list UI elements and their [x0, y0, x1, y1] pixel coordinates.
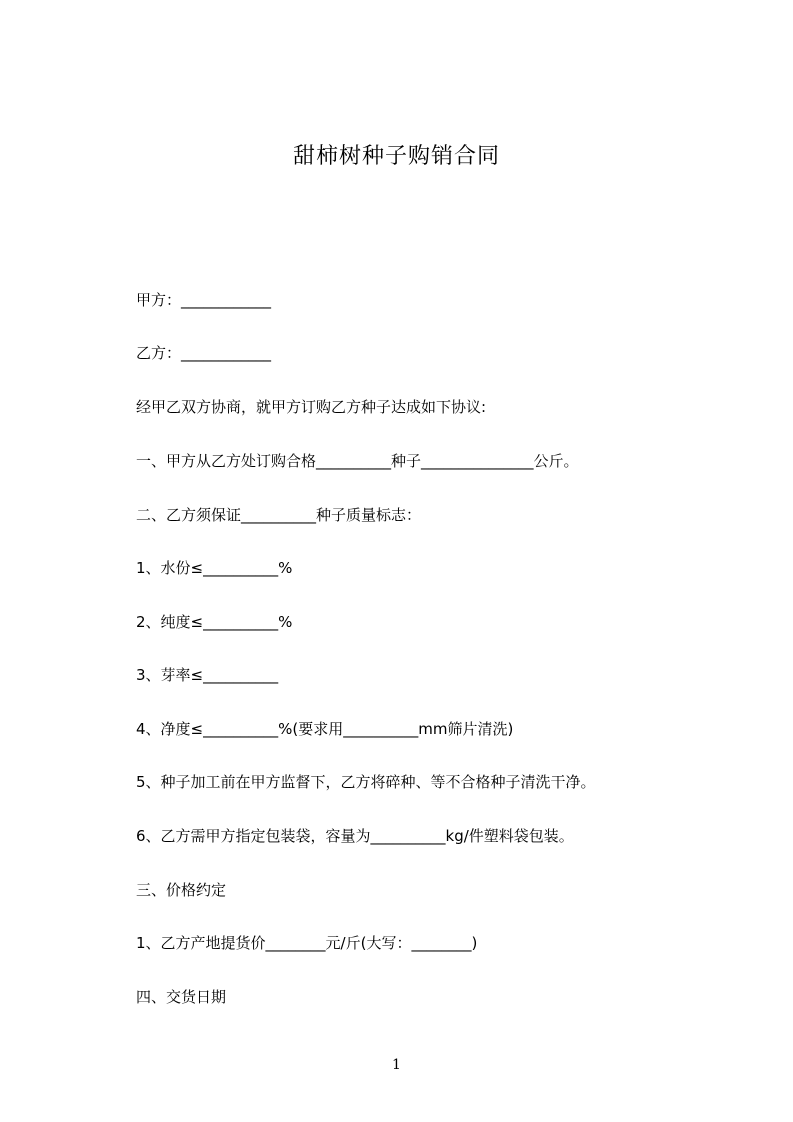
party-a-line: 甲方：____________ [136, 291, 272, 309]
processing-clause: 5、种子加工前在甲方监督下，乙方将碎种、等不合格种子清洗干净。 [136, 773, 596, 791]
clause-3-price: 三、价格约定 [136, 881, 227, 899]
clause-4-delivery-date: 四、交货日期 [136, 988, 227, 1006]
page-number: 1 [392, 1057, 401, 1073]
clause-1-order: 一、甲方从乙方处订购合格__________种子_______________公斤。 [136, 452, 579, 470]
quality-moisture: 1、水份≤__________% [136, 559, 293, 577]
party-b-line: 乙方：____________ [136, 344, 272, 362]
clause-2-quality: 二、乙方须保证__________种子质量标志： [136, 506, 422, 524]
price-pickup: 1、乙方产地提货价________元/斤(大写：________) [136, 934, 478, 952]
packaging-clause: 6、乙方需甲方指定包装袋，容量为__________kg/件塑料袋包装。 [136, 827, 574, 845]
document-title: 甜柿树种子购销合同 [292, 144, 500, 169]
agreement-intro: 经甲乙双方协商，就甲方订购乙方种子达成如下协议: [136, 398, 487, 416]
quality-purity: 2、纯度≤__________% [136, 613, 293, 631]
quality-germination: 3、芽率≤__________ [136, 666, 279, 684]
quality-cleanliness: 4、净度≤__________%(要求用__________mm筛片清洗) [136, 720, 514, 738]
